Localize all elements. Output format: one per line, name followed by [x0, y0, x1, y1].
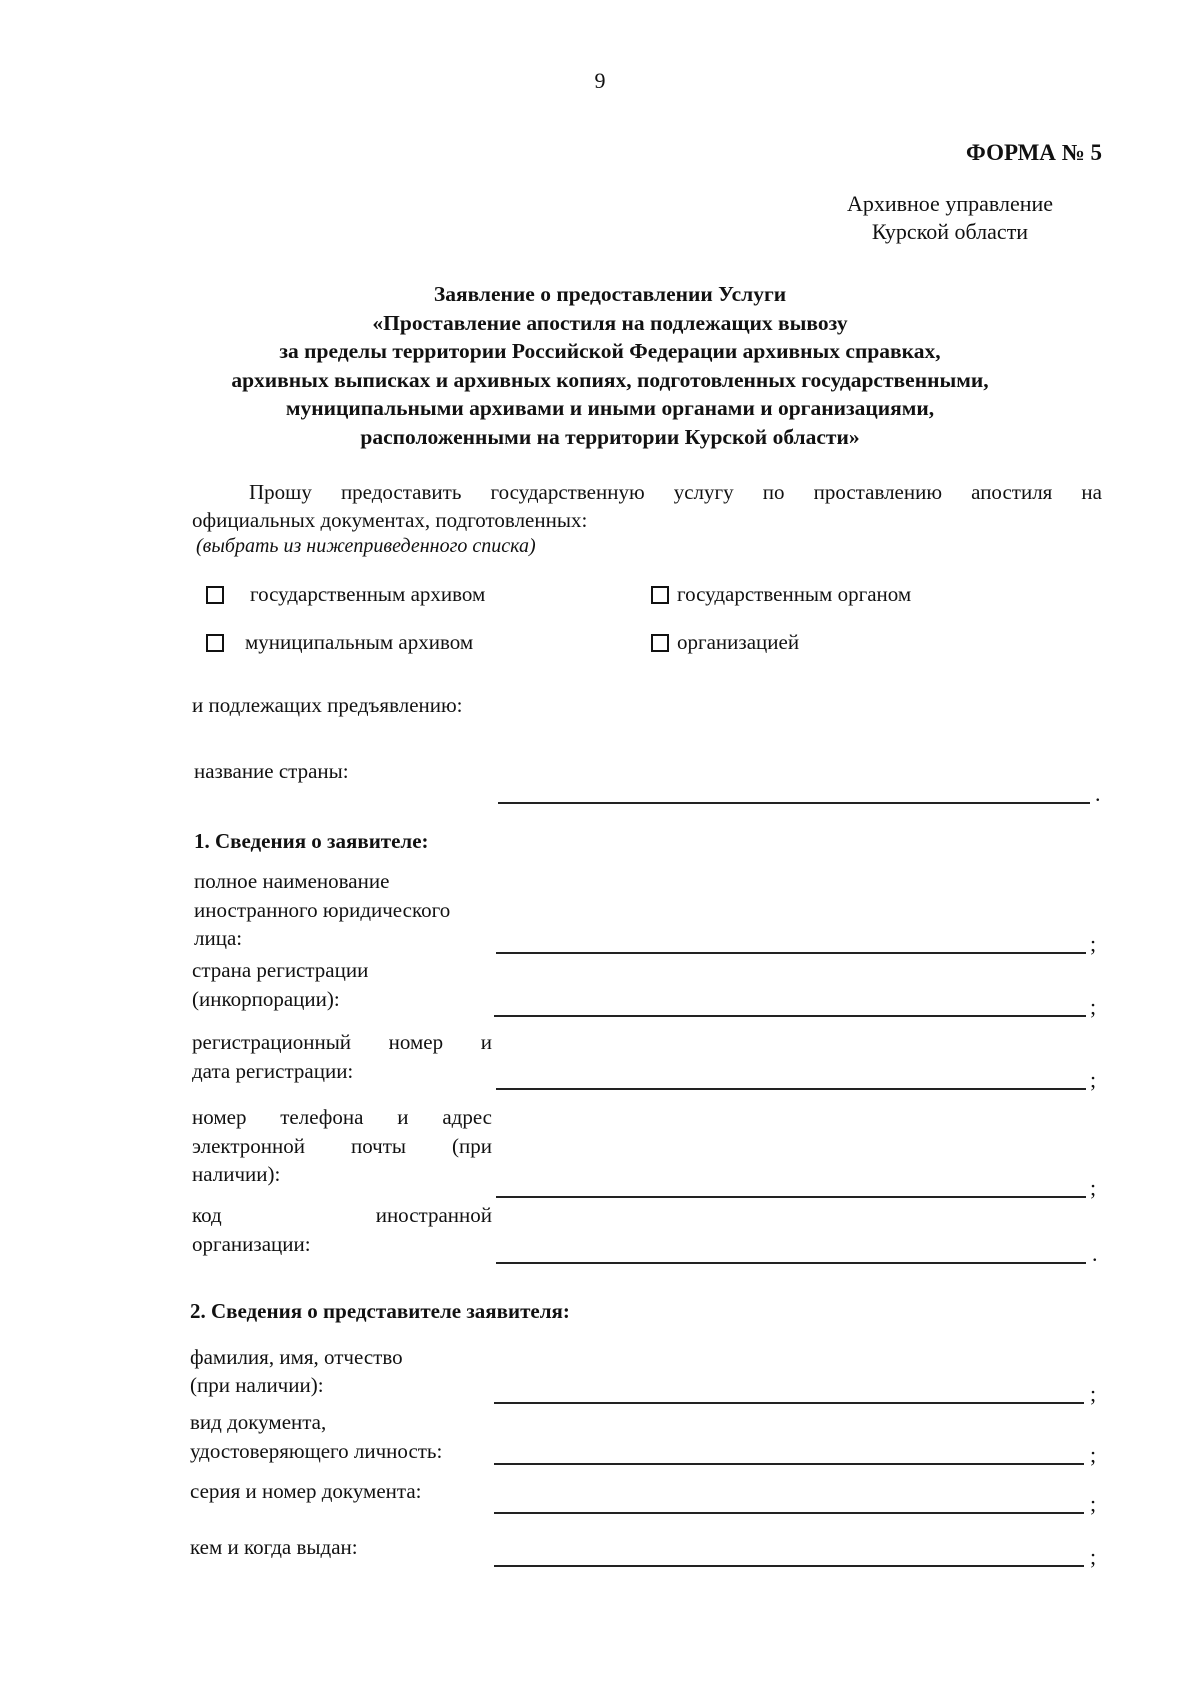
doc-type-label: вид документа,	[190, 1410, 327, 1434]
page-number: 9	[594, 68, 606, 93]
section1-heading: 1. Сведения о заявителе:	[194, 829, 429, 853]
label-word: код	[192, 1203, 222, 1227]
field-terminator: ;	[1090, 1067, 1097, 1092]
reg-country-field[interactable]	[494, 1015, 1086, 1017]
contacts-field[interactable]	[496, 1196, 1086, 1198]
municipal-archive-checkbox[interactable]	[206, 634, 224, 652]
label-word: и	[480, 1030, 492, 1054]
contacts-label	[192, 1134, 492, 1159]
title-line: «Проставление апостиля на подлежащих вывозу	[372, 310, 848, 335]
form-number: ФОРМА № 5	[966, 140, 1102, 165]
doc-number-field[interactable]	[494, 1512, 1084, 1514]
organization-label: организацией	[677, 630, 800, 654]
org-code-label: организации:	[192, 1232, 311, 1256]
doc-type-label: удостоверяющего личность:	[190, 1439, 443, 1463]
issued-label: кем и когда выдан:	[190, 1535, 358, 1559]
fio-label: фамилия, имя, отчество	[190, 1345, 403, 1369]
title-line: за пределы территории Российской Федерации архивных справках,	[279, 339, 941, 363]
doc-type-field[interactable]	[494, 1463, 1084, 1465]
state-archive-checkbox[interactable]	[206, 586, 224, 604]
municipal-archive-label: муниципальным архивом	[245, 630, 474, 654]
label-word: телефона	[280, 1105, 364, 1129]
addressee	[790, 190, 1110, 246]
field-terminator: ;	[1090, 931, 1097, 956]
field-terminator: ;	[1090, 1544, 1097, 1569]
addressee-line: Архивное управление	[846, 191, 1054, 216]
country-field[interactable]	[498, 802, 1090, 804]
state-archive-label: государственным архивом	[250, 582, 486, 606]
country-label: название страны:	[194, 759, 349, 783]
full-name-label: полное наименование	[194, 869, 390, 893]
field-terminator: ;	[1090, 1442, 1097, 1467]
title-line: расположенными на территории Курской области»	[360, 424, 860, 449]
intro-line: официальных документах, подготовленных:	[192, 508, 588, 532]
label-word: (при	[452, 1134, 492, 1158]
reg-number-label	[192, 1030, 492, 1055]
title-line: муниципальными архивами и иными органами и организациями,	[285, 396, 935, 420]
field-terminator: ;	[1090, 1381, 1097, 1406]
label-word: иностранной	[375, 1203, 492, 1227]
addressee-line: Курской области	[871, 219, 1029, 244]
full-name-field[interactable]	[496, 952, 1086, 954]
label-word: и	[397, 1105, 409, 1129]
full-name-label: лица:	[194, 926, 243, 950]
field-terminator: ;	[1090, 994, 1097, 1019]
org-code-label	[192, 1203, 492, 1228]
doc-number-label: серия и номер документа:	[190, 1479, 422, 1503]
presentation-label: и подлежащих предъявлению:	[192, 693, 463, 717]
contacts-label	[192, 1105, 492, 1130]
selection-hint: (выбрать из нижеприведенного списка)	[196, 535, 536, 557]
title-line: Заявление о предоставлении Услуги	[433, 282, 787, 306]
reg-country-label: страна регистрации	[192, 958, 369, 982]
label-word: номер	[192, 1105, 247, 1129]
reg-number-field[interactable]	[496, 1088, 1086, 1090]
title-line: архивных выписках и архивных копиях, подготовленных государственными,	[231, 367, 989, 392]
label-word: почты	[350, 1134, 407, 1158]
document-title	[120, 280, 1100, 451]
full-name-label: иностранного юридического	[194, 898, 451, 922]
reg-country-label: (инкорпорации):	[192, 987, 340, 1011]
reg-number-label: дата регистрации:	[192, 1059, 354, 1083]
state-body-checkbox[interactable]	[651, 586, 669, 604]
fio-label: (при наличии):	[190, 1373, 324, 1397]
organization-checkbox[interactable]	[651, 634, 669, 652]
org-code-field[interactable]	[496, 1262, 1086, 1264]
label-word: электронной	[192, 1134, 306, 1158]
field-terminator: .	[1092, 1241, 1098, 1266]
issued-field[interactable]	[494, 1565, 1084, 1567]
state-body-label: государственным органом	[677, 582, 912, 606]
field-terminator: .	[1095, 781, 1101, 806]
contacts-label: наличии):	[192, 1162, 281, 1186]
intro-line: Прошу предоставить государственную услугу по проставлению апостиля на	[249, 480, 1102, 504]
field-terminator: ;	[1090, 1491, 1097, 1516]
fio-field[interactable]	[494, 1402, 1084, 1404]
field-terminator: ;	[1090, 1175, 1097, 1200]
label-word: регистрационный	[192, 1030, 352, 1054]
section2-heading: 2. Сведения о представителе заявителя:	[190, 1299, 570, 1323]
label-word: адрес	[442, 1105, 492, 1129]
label-word: номер	[388, 1030, 444, 1054]
intro-paragraph	[192, 478, 1102, 534]
